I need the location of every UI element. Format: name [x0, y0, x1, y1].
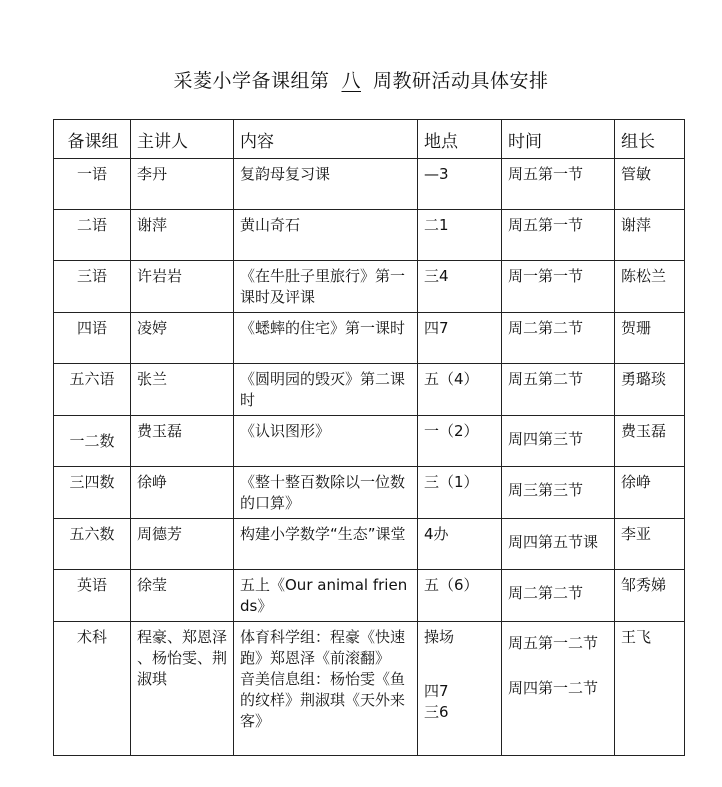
- cell-group: 三语: [54, 261, 131, 313]
- cell-speaker: 张兰: [131, 364, 234, 416]
- table-row: [54, 416, 685, 467]
- place-arts-1: 四7: [424, 682, 449, 700]
- cell-speaker: 凌婷: [131, 313, 234, 364]
- cell-time: 周五第一节: [502, 210, 615, 261]
- header-content: 内容: [234, 120, 418, 159]
- cell-leader: 李亚: [615, 519, 685, 570]
- cell-content: 构建小学数学“生态”课堂: [234, 519, 418, 570]
- cell-place: 4办: [418, 519, 502, 570]
- content-arts: 音美信息组：杨怡雯《鱼的纹样》荆淑琪《天外来客》: [240, 670, 406, 730]
- cell-time: 周五第一节: [502, 159, 615, 210]
- table-row: [54, 570, 685, 622]
- cell-speaker: 李丹: [131, 159, 234, 210]
- cell-time: 周三第三节: [502, 467, 615, 519]
- cell-leader: 邹秀娣: [615, 570, 685, 622]
- cell-group: 四语: [54, 313, 131, 364]
- cell-place: 二1: [418, 210, 502, 261]
- title-prefix: 采菱小学备课组第: [173, 70, 330, 92]
- cell-leader: 徐峥: [615, 467, 685, 519]
- cell-speaker: 徐峥: [131, 467, 234, 519]
- cell-group: 三四数: [54, 467, 131, 519]
- cell-time: 周五第二节: [502, 364, 615, 416]
- header-group: 备课组: [54, 120, 131, 159]
- cell-speaker: 徐莹: [131, 570, 234, 622]
- table-row: [54, 519, 685, 570]
- table-row: [54, 159, 685, 210]
- cell-speaker: 许岩岩: [131, 261, 234, 313]
- cell-content: 《蟋蟀的住宅》第一课时: [234, 313, 418, 364]
- cell-speaker: 费玉磊: [131, 416, 234, 467]
- table-row: [54, 261, 685, 313]
- place-arts-2: 三6: [424, 703, 449, 721]
- cell-group: 英语: [54, 570, 131, 622]
- cell-content: 《整十整百数除以一位数的口算》: [234, 467, 418, 519]
- cell-content: 复韵母复习课: [234, 159, 418, 210]
- title-suffix: 周教研活动具体安排: [373, 70, 549, 92]
- time-arts: 周四第一二节: [508, 679, 599, 697]
- cell-speaker: 程豪、郑恩泽 、杨怡雯、荆淑琪: [131, 622, 234, 756]
- cell-group: 五六语: [54, 364, 131, 416]
- header-speaker: 主讲人: [131, 120, 234, 159]
- cell-time: 周四第五节课: [502, 519, 615, 570]
- cell-content: 五上《Our animal friends》: [234, 570, 418, 622]
- place-spacer: [424, 648, 497, 660]
- cell-place: 四7: [418, 313, 502, 364]
- cell-place: 一（2）: [418, 416, 502, 467]
- table-row: [54, 210, 685, 261]
- cell-place: 五（4）: [418, 364, 502, 416]
- cell-leader: 贺珊: [615, 313, 685, 364]
- cell-place: —3: [418, 159, 502, 210]
- cell-speaker: 周德芳: [131, 519, 234, 570]
- page-title: [0, 66, 722, 93]
- content-pe: 体育科学组：程豪《快速跑》郑恩泽《前滚翻》: [240, 628, 406, 667]
- time-pe: 周五第一二节: [508, 634, 599, 652]
- cell-place: 三（1）: [418, 467, 502, 519]
- cell-content: 《在牛肚子里旅行》第一课时及评课: [234, 261, 418, 313]
- cell-leader: 王飞: [615, 622, 685, 756]
- cell-group: 二语: [54, 210, 131, 261]
- cell-place: 五（6）: [418, 570, 502, 622]
- cell-time: 周一第一节: [502, 261, 615, 313]
- cell-leader: 陈松兰: [615, 261, 685, 313]
- cell-content: 《认识图形》: [234, 416, 418, 467]
- cell-time: [502, 622, 615, 756]
- table-header-row: [54, 120, 685, 159]
- cell-leader: 管敏: [615, 159, 685, 210]
- header-place: 地点: [418, 120, 502, 159]
- cell-content: 《圆明园的毁灭》第二课时: [234, 364, 418, 416]
- cell-place: [418, 622, 502, 756]
- cell-speaker: 谢萍: [131, 210, 234, 261]
- cell-time: 周二第二节: [502, 313, 615, 364]
- schedule-table: [53, 119, 685, 756]
- header-time: 时间: [502, 120, 615, 159]
- cell-time: 周四第三节: [502, 416, 615, 467]
- cell-group: 五六数: [54, 519, 131, 570]
- cell-content: [234, 622, 418, 756]
- cell-group: 一语: [54, 159, 131, 210]
- cell-time: 周二第二节: [502, 570, 615, 622]
- cell-group: 术科: [54, 622, 131, 756]
- table-row: [54, 622, 685, 756]
- table-row: [54, 467, 685, 519]
- title-week: 八: [341, 70, 361, 92]
- cell-group: 一二数: [54, 416, 131, 467]
- cell-content: 黄山奇石: [234, 210, 418, 261]
- cell-leader: 勇璐琰: [615, 364, 685, 416]
- cell-leader: 谢萍: [615, 210, 685, 261]
- cell-place: 三4: [418, 261, 502, 313]
- cell-leader: 费玉磊: [615, 416, 685, 467]
- place-pe: 操场: [424, 628, 455, 646]
- header-leader: 组长: [615, 120, 685, 159]
- table-row: [54, 313, 685, 364]
- table-row: [54, 364, 685, 416]
